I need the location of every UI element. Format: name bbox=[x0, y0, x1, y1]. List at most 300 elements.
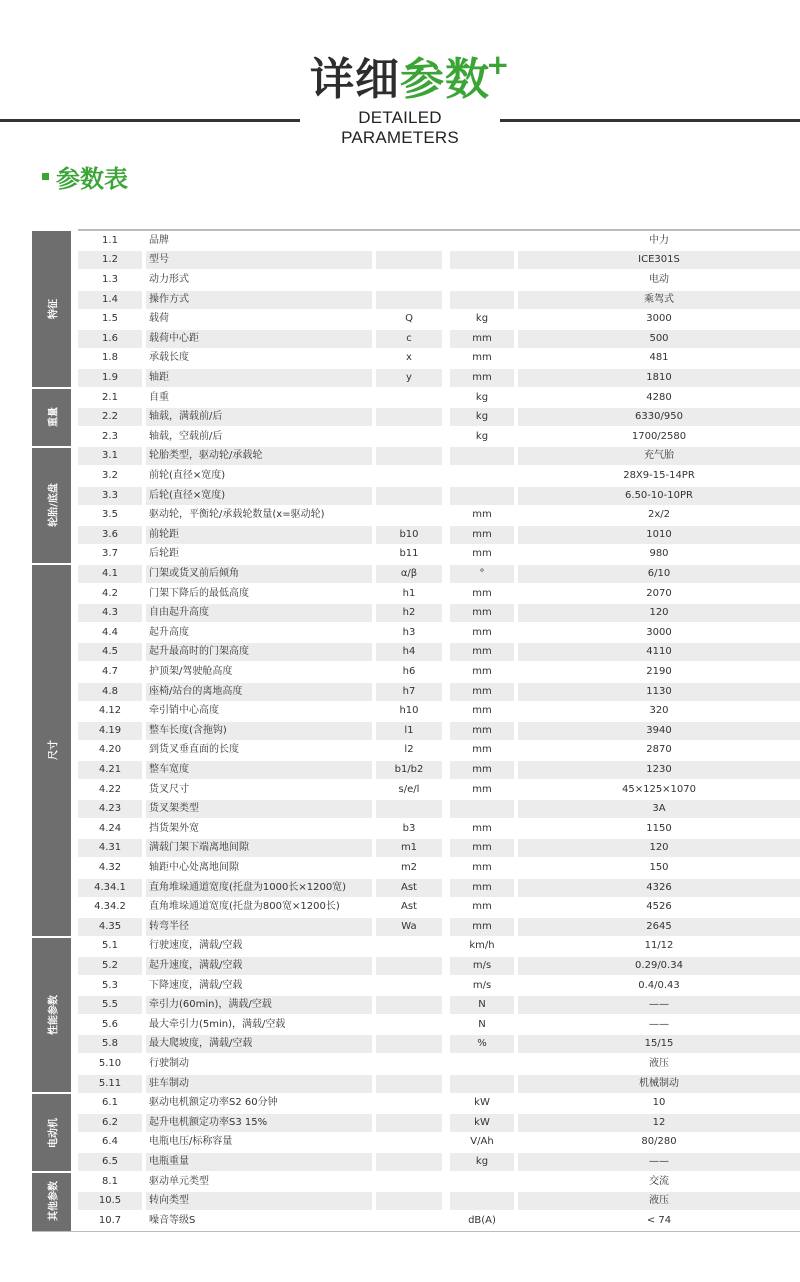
param-symbol bbox=[376, 506, 442, 524]
param-name: 牵引销中心高度 bbox=[149, 705, 219, 717]
param-symbol: m1 bbox=[376, 839, 442, 857]
param-name: 起升最高时的门架高度 bbox=[146, 643, 372, 661]
param-number: 3.1 bbox=[78, 447, 142, 465]
param-symbol: b11 bbox=[399, 548, 419, 560]
table-row bbox=[78, 1133, 800, 1151]
param-symbol bbox=[376, 467, 442, 485]
param-name: 直角堆垛通道宽度(托盘为800宽×1200长) bbox=[149, 901, 340, 913]
param-value: 3940 bbox=[518, 722, 800, 740]
table-row bbox=[78, 604, 800, 622]
param-unit: mm bbox=[472, 666, 492, 677]
param-symbol bbox=[376, 1212, 442, 1230]
param-number: 3.2 bbox=[102, 470, 118, 481]
table-row bbox=[78, 271, 800, 289]
param-name: 下降速度，满载/空载 bbox=[149, 979, 243, 991]
param-value: 6/10 bbox=[518, 565, 800, 583]
category-text: 轮胎/底盘 bbox=[48, 483, 59, 528]
param-value: 45×125×1070 bbox=[621, 783, 697, 795]
table-row bbox=[78, 330, 800, 348]
category-label bbox=[32, 564, 71, 936]
param-name: 最大牵引力(5min)，满载/空载 bbox=[149, 1018, 286, 1030]
param-name: 载荷中心距 bbox=[146, 330, 372, 348]
param-number: 1.3 bbox=[102, 274, 118, 285]
param-value: 乘驾式 bbox=[518, 291, 800, 309]
category-text: 尺寸 bbox=[48, 740, 59, 761]
param-name: 驻车制动 bbox=[146, 1075, 372, 1093]
param-value: 28X9-15-14PR bbox=[623, 470, 695, 481]
param-symbol: h2 bbox=[376, 604, 442, 622]
table-row bbox=[78, 624, 800, 642]
param-name: 整车宽度 bbox=[146, 761, 372, 779]
category-text: 特征 bbox=[48, 299, 59, 320]
param-unit bbox=[450, 800, 514, 818]
table-row bbox=[78, 879, 800, 897]
param-symbol bbox=[376, 271, 442, 289]
table-row bbox=[78, 428, 800, 446]
param-symbol: b1/b2 bbox=[376, 761, 442, 779]
param-number: 4.35 bbox=[78, 918, 142, 936]
param-number: 4.31 bbox=[78, 839, 142, 857]
table-row bbox=[78, 1212, 800, 1230]
param-symbol: c bbox=[376, 330, 442, 348]
param-symbol: h3 bbox=[402, 626, 416, 638]
param-number: 2.2 bbox=[78, 408, 142, 426]
param-symbol bbox=[376, 487, 442, 505]
param-value: 3A bbox=[518, 800, 800, 818]
table-row bbox=[78, 683, 800, 701]
param-value: 500 bbox=[518, 330, 800, 348]
param-name: 自重 bbox=[149, 391, 169, 403]
param-unit: mm bbox=[450, 369, 514, 387]
param-value: 1700/2580 bbox=[631, 430, 687, 442]
param-unit: mm bbox=[472, 705, 492, 717]
param-value: 150 bbox=[649, 862, 669, 873]
param-name: 轴距 bbox=[146, 369, 372, 387]
param-name: 操作方式 bbox=[146, 291, 372, 309]
param-value: 1230 bbox=[518, 761, 800, 779]
param-unit bbox=[450, 447, 514, 465]
param-symbol: Ast bbox=[401, 901, 417, 913]
param-value: 2645 bbox=[518, 918, 800, 936]
category-label bbox=[32, 1172, 71, 1231]
param-number: 1.9 bbox=[78, 369, 142, 387]
param-value: 机械制动 bbox=[518, 1075, 800, 1093]
param-unit: mm bbox=[450, 918, 514, 936]
param-number: 3.3 bbox=[78, 487, 142, 505]
category-separator bbox=[32, 936, 71, 938]
param-unit bbox=[450, 467, 514, 485]
param-unit: dB(A) bbox=[468, 1214, 496, 1226]
param-name: 驱动单元类型 bbox=[149, 1175, 209, 1187]
table-row bbox=[78, 918, 800, 936]
param-symbol: h4 bbox=[376, 643, 442, 661]
param-number: 4.1 bbox=[78, 565, 142, 583]
param-symbol: x bbox=[406, 352, 412, 364]
param-unit: kW bbox=[474, 1097, 490, 1109]
param-unit: kg bbox=[475, 313, 489, 325]
param-number: 5.11 bbox=[78, 1075, 142, 1093]
param-value: 10 bbox=[652, 1097, 666, 1109]
table-row bbox=[78, 937, 800, 955]
param-number: 4.21 bbox=[78, 761, 142, 779]
param-unit bbox=[450, 1075, 514, 1093]
param-unit bbox=[450, 1173, 514, 1191]
param-symbol bbox=[376, 447, 442, 465]
param-symbol: b3 bbox=[402, 822, 416, 834]
section-heading bbox=[42, 158, 128, 194]
param-value: 6330/950 bbox=[518, 408, 800, 426]
page-subtitle: DETAILED PARAMETERS bbox=[341, 108, 459, 147]
param-number: 4.22 bbox=[98, 783, 122, 795]
table-row bbox=[78, 957, 800, 975]
category-label bbox=[32, 388, 71, 447]
table-row bbox=[78, 310, 800, 328]
category-text: 电动机 bbox=[48, 1117, 59, 1148]
param-unit bbox=[450, 1192, 514, 1210]
param-symbol bbox=[376, 232, 442, 250]
param-unit bbox=[450, 271, 514, 289]
divider-right bbox=[500, 119, 800, 122]
table-row bbox=[78, 1173, 800, 1191]
param-value: 4280 bbox=[646, 391, 672, 403]
parameter-table bbox=[32, 229, 800, 1232]
plus-icon: + bbox=[486, 48, 510, 81]
table-row bbox=[78, 545, 800, 563]
param-value: 2070 bbox=[646, 587, 672, 599]
table-row bbox=[78, 859, 800, 877]
param-unit: kg bbox=[475, 391, 489, 403]
param-value: 11/12 bbox=[644, 940, 674, 952]
param-value: 4526 bbox=[646, 901, 672, 913]
param-value: 4110 bbox=[518, 643, 800, 661]
category-separator bbox=[32, 387, 71, 389]
param-name: 门架或货叉前后倾角 bbox=[146, 565, 372, 583]
table-row bbox=[78, 487, 800, 505]
table-row bbox=[78, 349, 800, 367]
param-unit: mm bbox=[472, 862, 492, 873]
param-name: 噪音等级S bbox=[149, 1214, 196, 1226]
param-symbol bbox=[376, 800, 442, 818]
category-text: 其他参数 bbox=[48, 1181, 59, 1222]
category-text: 性能参数 bbox=[48, 994, 59, 1035]
table-row bbox=[78, 996, 800, 1014]
param-value: 液压 bbox=[649, 1058, 669, 1069]
table-row bbox=[78, 1055, 800, 1073]
param-number: 5.10 bbox=[98, 1058, 122, 1069]
param-symbol bbox=[376, 1055, 442, 1073]
param-number: 8.1 bbox=[102, 1175, 118, 1187]
param-symbol: h10 bbox=[399, 705, 419, 717]
param-unit: mm bbox=[450, 526, 514, 544]
param-value: 481 bbox=[649, 352, 669, 364]
param-symbol: l2 bbox=[404, 744, 414, 756]
param-unit: mm bbox=[450, 761, 514, 779]
param-symbol: b10 bbox=[376, 526, 442, 544]
table-row bbox=[78, 467, 800, 485]
param-symbol bbox=[376, 937, 442, 955]
param-name: 起升高度 bbox=[149, 626, 189, 638]
param-unit bbox=[450, 291, 514, 309]
param-number: 3.7 bbox=[102, 548, 118, 560]
param-unit: kW bbox=[450, 1114, 514, 1132]
table-row bbox=[78, 977, 800, 995]
param-symbol: Q bbox=[405, 313, 413, 325]
param-unit: mm bbox=[472, 822, 492, 834]
param-name: 轮胎类型，驱动轮/承载轮 bbox=[146, 447, 372, 465]
param-value: < 74 bbox=[646, 1214, 672, 1226]
table-row bbox=[78, 663, 800, 681]
param-number: 4.12 bbox=[98, 705, 122, 717]
table-row bbox=[78, 1094, 800, 1112]
param-name: 到货叉垂直面的长度 bbox=[149, 744, 239, 756]
param-value: 3000 bbox=[646, 626, 672, 638]
param-number: 4.4 bbox=[102, 626, 118, 638]
param-symbol: l1 bbox=[376, 722, 442, 740]
param-name: 电瓶重量 bbox=[146, 1153, 372, 1171]
param-unit: mm bbox=[472, 626, 492, 638]
param-symbol: s/e/l bbox=[398, 783, 420, 795]
param-name: 行驶速度，满载/空载 bbox=[149, 940, 243, 952]
category-separator bbox=[32, 1092, 71, 1094]
param-number: 4.34.1 bbox=[78, 879, 142, 897]
param-name: 品牌 bbox=[149, 234, 169, 246]
param-number: 10.5 bbox=[78, 1192, 142, 1210]
param-number: 1.5 bbox=[102, 313, 118, 325]
param-number: 5.1 bbox=[102, 940, 118, 952]
table-row bbox=[78, 839, 800, 857]
param-value: 0.4/0.43 bbox=[638, 979, 680, 991]
param-number: 4.8 bbox=[78, 683, 142, 701]
param-value: 1130 bbox=[518, 683, 800, 701]
param-symbol bbox=[376, 1192, 442, 1210]
param-value: 充气胎 bbox=[518, 447, 800, 465]
param-value: 12 bbox=[518, 1114, 800, 1132]
param-number: 4.3 bbox=[78, 604, 142, 622]
param-name: 转向类型 bbox=[146, 1192, 372, 1210]
param-unit: V/Ah bbox=[470, 1136, 494, 1148]
table-row bbox=[78, 898, 800, 916]
param-name: 轴载，满载前/后 bbox=[146, 408, 372, 426]
param-name: 货叉架类型 bbox=[146, 800, 372, 818]
param-number: 6.5 bbox=[78, 1153, 142, 1171]
param-number: 6.1 bbox=[102, 1097, 118, 1109]
param-number: 4.5 bbox=[78, 643, 142, 661]
table-row bbox=[78, 820, 800, 838]
param-unit: mm bbox=[450, 683, 514, 701]
param-symbol: Ast bbox=[376, 879, 442, 897]
param-name: 后轮距 bbox=[149, 548, 179, 560]
param-value: 中力 bbox=[649, 234, 669, 246]
param-value: 3000 bbox=[646, 313, 672, 325]
param-name: 载荷 bbox=[149, 313, 169, 325]
param-symbol bbox=[376, 291, 442, 309]
param-name: 动力形式 bbox=[149, 274, 189, 285]
param-value: 2870 bbox=[646, 744, 672, 756]
bullet-square-icon bbox=[42, 173, 49, 180]
title-part-2: 参数 bbox=[400, 54, 490, 105]
param-unit: mm bbox=[472, 901, 492, 913]
param-unit bbox=[450, 232, 514, 250]
param-name: 挡货架外宽 bbox=[149, 822, 199, 834]
table-row bbox=[78, 1035, 800, 1053]
param-name: 满载门架下端离地间隙 bbox=[146, 839, 372, 857]
param-name: 座椅/站台的离地高度 bbox=[146, 683, 372, 701]
param-unit: mm bbox=[472, 548, 492, 560]
param-name: 后轮(直径×宽度) bbox=[146, 487, 372, 505]
table-row bbox=[78, 565, 800, 583]
param-symbol bbox=[376, 1035, 442, 1053]
param-value: —— bbox=[518, 996, 800, 1014]
param-value: 320 bbox=[649, 705, 669, 717]
param-number: 2.3 bbox=[102, 430, 118, 442]
param-unit: mm bbox=[472, 509, 492, 521]
category-label bbox=[32, 447, 71, 565]
param-number: 4.34.2 bbox=[94, 901, 126, 913]
table-row bbox=[78, 585, 800, 603]
page-header bbox=[0, 0, 800, 147]
param-number: 1.8 bbox=[102, 352, 118, 364]
param-number: 5.5 bbox=[78, 996, 142, 1014]
param-number: 5.6 bbox=[102, 1018, 118, 1030]
param-symbol: m2 bbox=[400, 862, 418, 873]
param-value: 120 bbox=[518, 604, 800, 622]
param-symbol bbox=[376, 957, 442, 975]
param-unit: mm bbox=[472, 352, 492, 364]
param-number: 4.7 bbox=[102, 666, 118, 677]
param-symbol: α/β bbox=[376, 565, 442, 583]
param-unit: m/s bbox=[472, 979, 492, 991]
param-symbol: h1 bbox=[402, 587, 416, 599]
param-unit bbox=[450, 1055, 514, 1073]
param-symbol: Wa bbox=[376, 918, 442, 936]
param-symbol bbox=[376, 1094, 442, 1112]
param-number: 4.19 bbox=[78, 722, 142, 740]
param-name: 货叉尺寸 bbox=[149, 783, 189, 795]
category-label bbox=[32, 1093, 71, 1171]
table-bottom-border bbox=[32, 1231, 800, 1232]
section-title: 参数表 bbox=[56, 164, 128, 193]
param-number: 1.4 bbox=[78, 291, 142, 309]
param-symbol bbox=[376, 1173, 442, 1191]
table-row bbox=[78, 526, 800, 544]
param-number: 5.8 bbox=[78, 1035, 142, 1053]
table-row bbox=[78, 761, 800, 779]
param-unit: mm bbox=[450, 330, 514, 348]
table-row bbox=[78, 1016, 800, 1034]
param-name: 门架下降后的最低高度 bbox=[149, 587, 249, 599]
param-number: 4.24 bbox=[98, 822, 122, 834]
param-unit bbox=[450, 487, 514, 505]
param-symbol: y bbox=[376, 369, 442, 387]
param-unit: mm bbox=[472, 587, 492, 599]
param-value: 120 bbox=[518, 839, 800, 857]
param-value: 15/15 bbox=[518, 1035, 800, 1053]
param-name: 起升电机额定功率S3 15% bbox=[146, 1114, 372, 1132]
category-separator bbox=[32, 563, 71, 565]
category-separator bbox=[32, 446, 71, 448]
param-symbol: h6 bbox=[402, 666, 416, 677]
category-label bbox=[32, 937, 71, 1094]
param-unit: mm bbox=[450, 879, 514, 897]
param-name: 电瓶电压/标称容量 bbox=[149, 1136, 233, 1148]
table-row bbox=[78, 369, 800, 387]
param-number: 4.20 bbox=[98, 744, 122, 756]
param-symbol bbox=[376, 1016, 442, 1034]
table-top-border bbox=[78, 229, 800, 231]
param-name: 转弯半径 bbox=[146, 918, 372, 936]
param-name: 轴载，空载前/后 bbox=[149, 430, 223, 442]
param-name: 直角堆垛通道宽度(托盘为1000长×1200宽) bbox=[146, 879, 372, 897]
table-row bbox=[78, 741, 800, 759]
table-row bbox=[78, 251, 800, 269]
page-title bbox=[0, 52, 800, 108]
param-name: 自由起升高度 bbox=[146, 604, 372, 622]
param-name: 前轮距 bbox=[146, 526, 372, 544]
param-number: 1.6 bbox=[78, 330, 142, 348]
table-row bbox=[78, 408, 800, 426]
param-symbol bbox=[376, 428, 442, 446]
param-symbol bbox=[376, 251, 442, 269]
table-row bbox=[78, 643, 800, 661]
param-unit: kg bbox=[475, 430, 489, 442]
param-name: 型号 bbox=[146, 251, 372, 269]
param-unit: mm bbox=[450, 722, 514, 740]
param-unit: kg bbox=[450, 1153, 514, 1171]
param-value: 2190 bbox=[646, 666, 672, 677]
param-value: 4326 bbox=[518, 879, 800, 897]
param-unit: % bbox=[450, 1035, 514, 1053]
param-value: 电动 bbox=[649, 274, 669, 285]
param-number: 5.2 bbox=[78, 957, 142, 975]
table-row bbox=[78, 447, 800, 465]
param-unit: N bbox=[450, 996, 514, 1014]
param-symbol bbox=[376, 408, 442, 426]
param-value: 2x/2 bbox=[647, 509, 670, 521]
param-value: 液压 bbox=[518, 1192, 800, 1210]
table-row bbox=[78, 291, 800, 309]
param-value: 80/280 bbox=[641, 1136, 677, 1148]
param-value: —— bbox=[518, 1153, 800, 1171]
param-value: 980 bbox=[649, 548, 669, 560]
table-row bbox=[78, 506, 800, 524]
param-value: 0.29/0.34 bbox=[518, 957, 800, 975]
param-unit: mm bbox=[450, 604, 514, 622]
param-unit: mm bbox=[450, 643, 514, 661]
param-name: 护顶架/驾驶舱高度 bbox=[149, 666, 233, 677]
param-unit bbox=[450, 251, 514, 269]
param-number: 10.7 bbox=[98, 1214, 122, 1226]
param-name: 轴距中心处离地间隙 bbox=[149, 862, 239, 873]
param-symbol bbox=[376, 1114, 442, 1132]
param-unit: mm bbox=[450, 839, 514, 857]
param-name: 牵引力(60min)，满载/空载 bbox=[146, 996, 372, 1014]
divider-left bbox=[0, 119, 300, 122]
param-symbol bbox=[376, 1153, 442, 1171]
param-number: 5.3 bbox=[102, 979, 118, 991]
param-value: 交流 bbox=[649, 1175, 669, 1187]
param-value: ICE301S bbox=[518, 251, 800, 269]
param-number: 6.4 bbox=[102, 1136, 118, 1148]
param-number: 6.2 bbox=[78, 1114, 142, 1132]
param-unit: m/s bbox=[450, 957, 514, 975]
param-unit: ° bbox=[450, 565, 514, 583]
param-name: 承载长度 bbox=[149, 352, 189, 364]
category-label bbox=[32, 231, 71, 388]
param-name: 驱动轮，平衡轮/承载轮数量(x=驱动轮) bbox=[149, 509, 325, 521]
table-row bbox=[78, 1192, 800, 1210]
param-number: 1.1 bbox=[102, 234, 118, 246]
param-number: 1.2 bbox=[78, 251, 142, 269]
